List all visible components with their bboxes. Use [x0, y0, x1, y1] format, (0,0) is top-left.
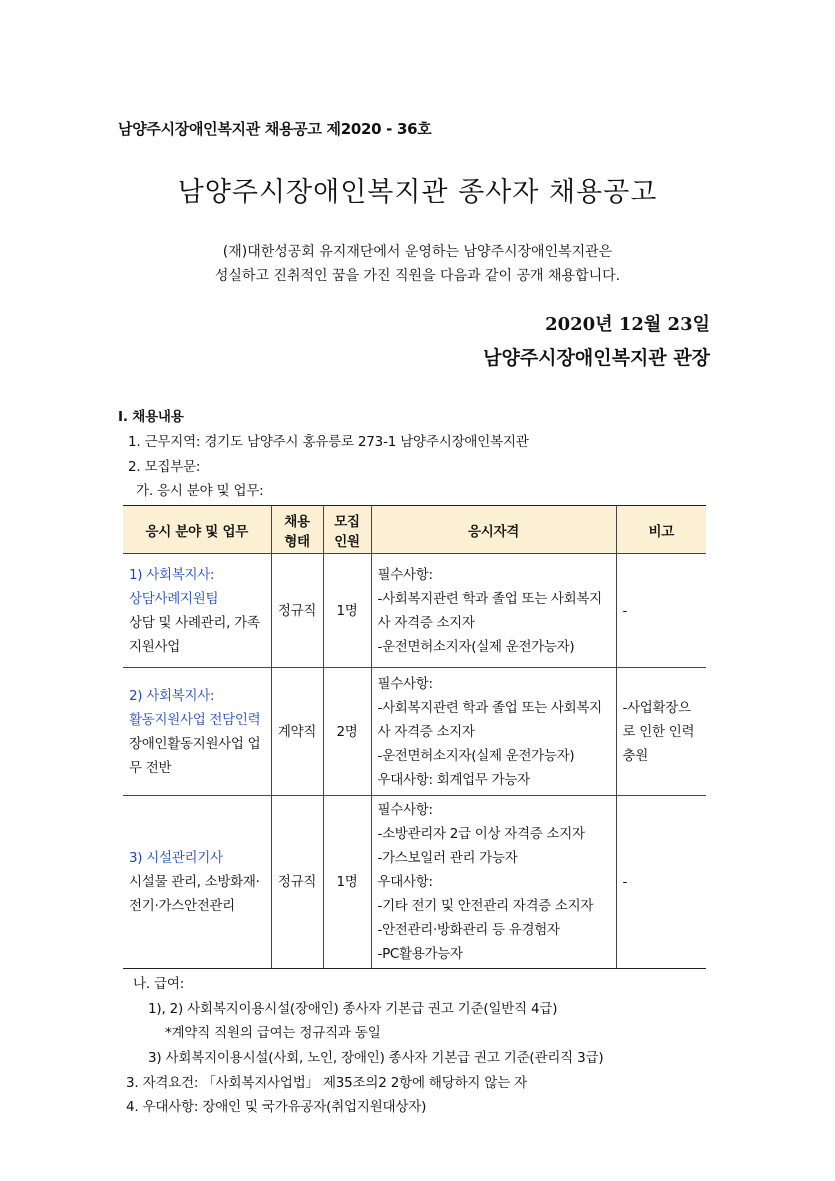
header-note: 비고	[616, 506, 706, 554]
preference: 4. 우대사항: 장애인 및 국가유공자(취업지원대상자)	[126, 1099, 427, 1115]
salary-item-1: 1), 2) 사회복지이용시설(장애인) 종사자 기본급 권고 기준(일반직 4급)	[148, 1001, 558, 1017]
headcount: 1명	[323, 796, 371, 969]
note-cell: -	[616, 796, 706, 969]
header-field: 응시 분야 및 업무	[123, 506, 271, 554]
notice-date: 2020년 12월 23일	[545, 314, 710, 335]
salary-note: *계약직 직원의 급여는 정규직과 동일	[165, 1025, 381, 1041]
table-row	[123, 554, 706, 668]
headcount: 2명	[323, 668, 371, 796]
field-cell	[123, 796, 271, 969]
page-title: 남양주시장애인복지관 종사자 채용공고	[177, 177, 658, 208]
recruit-table	[123, 505, 706, 969]
intro-text	[0, 240, 835, 288]
salary-item-2: 3) 사회복지이용시설(사회, 노인, 장애인) 종사자 기본급 권고 기준(관리직 3급)	[148, 1050, 604, 1066]
job-description: 장애인활동지원사업 업무 전반	[129, 735, 261, 776]
job-description: 시설물 관리, 소방화재·전기·가스안전관리	[129, 874, 260, 914]
signer: 남양주시장애인복지관 관장	[483, 347, 710, 369]
job-title: 2) 사회복지사:	[129, 687, 215, 704]
table-row	[123, 796, 706, 969]
field-cell	[123, 554, 271, 668]
job-team: 활동지원사업 전담인력	[129, 711, 261, 728]
recruit-field-heading: 2. 모집부문:	[128, 459, 201, 475]
qualification-cell: 필수사항: -사회복지관련 학과 졸업 또는 사회복지사 자격증 소지자 -운전면허소지자(실제 운전가능자)	[371, 554, 616, 668]
job-title: 3) 시설관리기사	[129, 850, 223, 866]
section-title: Ⅰ. 채용내용	[118, 409, 184, 425]
salary-heading: 나. 급여:	[133, 976, 185, 992]
table-header-row	[123, 506, 706, 554]
intro-line-2: 성실하고 진취적인 꿈을 가진 직원을 다음과 같이 공개 채용합니다.	[214, 268, 621, 284]
employment-type: 계약직	[271, 668, 323, 796]
employment-type: 정규직	[271, 796, 323, 969]
table-row	[123, 668, 706, 796]
employment-type: 정규직	[271, 554, 323, 668]
note-cell: -	[616, 554, 706, 668]
job-title: 1) 사회복지사:	[129, 566, 215, 583]
field-duty-heading: 가. 응시 분야 및 업무:	[136, 483, 264, 499]
header-type: 채용 형태	[271, 506, 323, 554]
work-location: 1. 근무지역: 경기도 남양주시 홍유릉로 273-1 남양주시장애인복지관	[128, 434, 529, 450]
job-description: 상담 및 사례관리, 가족지원사업	[129, 614, 260, 655]
qualification-cell: 필수사항: -소방관리자 2급 이상 자격증 소지자 -가스보일러 관리 가능자 우대사항: -기타 전기 및 안전관리 자격증 소지자 -안전관리·방화관리 등 유경험자 -PC활용가능자	[371, 796, 616, 969]
notice-number: 남양주시장애인복지관 채용공고 제2020 - 36호	[118, 120, 432, 138]
qualification-requirement: 3. 자격요건: 「사회복지사업법」 제35조의2 2항에 해당하지 않는 자	[126, 1075, 527, 1091]
note-cell: -사업확장으로 인한 인력 충원	[616, 668, 706, 796]
intro-line-1: (재)대한성공회 유지재단에서 운영하는 남양주시장애인복지관은	[222, 244, 613, 260]
field-cell	[123, 668, 271, 796]
qualification-cell: 필수사항: -사회복지관련 학과 졸업 또는 사회복지사 자격증 소지자 -운전면허소지자(실제 운전가능자) 우대사항: 회계업무 가능자	[371, 668, 616, 796]
header-count: 모집 인원	[323, 506, 371, 554]
header-qualification: 응시자격	[371, 506, 616, 554]
job-team: 상담사례지원팀	[129, 590, 219, 607]
headcount: 1명	[323, 554, 371, 668]
